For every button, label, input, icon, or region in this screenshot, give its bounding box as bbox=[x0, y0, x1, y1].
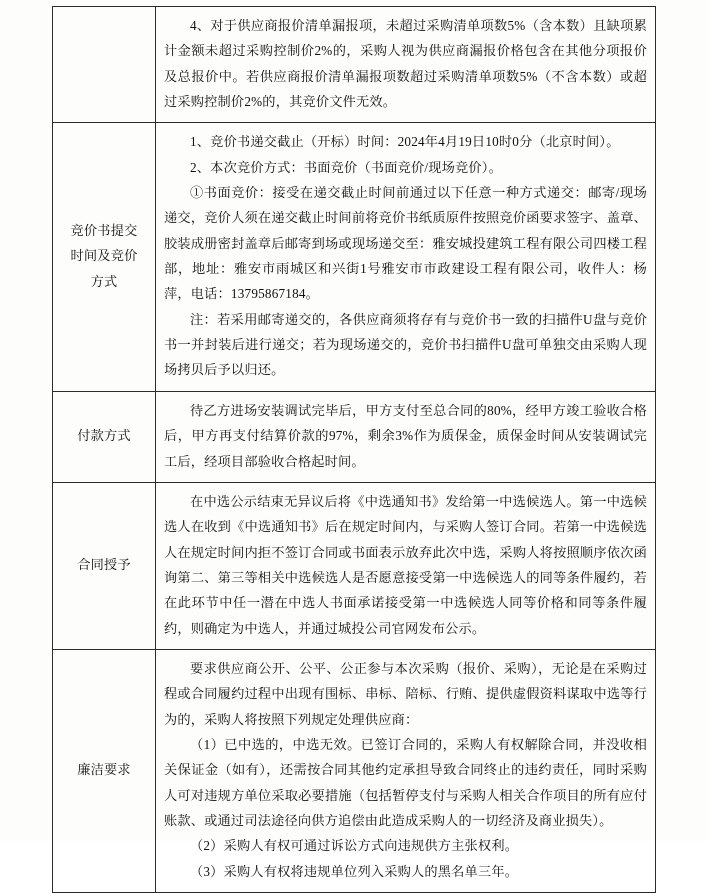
row-content-missing-items bbox=[156, 7, 656, 123]
row-label-submission bbox=[53, 123, 156, 391]
table-row bbox=[53, 649, 656, 892]
table-row bbox=[53, 7, 656, 123]
paragraph: （2）采购人有权可通过诉讼方式向违规供方主张权利。 bbox=[190, 838, 519, 854]
paragraph: （3）采购人有权将违规单位列入采购人的黑名单三年。 bbox=[190, 863, 519, 879]
row-label-integrity: 廉洁要求 bbox=[53, 649, 156, 892]
label-line: 竞价书提交 bbox=[70, 223, 138, 239]
row-label-empty bbox=[53, 7, 156, 123]
paragraph: 4、对于供应商报价清单漏报项，未超过采购清单项数5%（含本数）且缺项累计金额未超过采购控制价2%的，采购人视为供应商漏报价格包含在其他分项报价及总报价中。若供应商报价清单漏报项数超过采购清单项数5%（不含本数）或超过采购控制价2%的，其竞价文件无效。 bbox=[164, 18, 647, 110]
table-row bbox=[53, 482, 656, 649]
row-content-integrity bbox=[156, 649, 656, 892]
paragraph: 2、本次竞价方式：书面竞价（书面竞价/现场竞价）。 bbox=[190, 159, 502, 175]
paragraph: 待乙方进场安装调试完毕后，甲方支付至总合同的80%，经甲方竣工验收合格后，甲方再支付结算价款的97%，剩余3%作为质保金，质保金时间从安装调试完工后，经项目部验收合格起时间。 bbox=[164, 402, 647, 469]
paragraph: 注：若采用邮寄递交的，各供应商须将存有与竞价书一致的扫描件U盘与竞价书一并封装后进行递交；若为现场递交的，竞价书扫描件U盘可单独交由采购人现场拷贝后予以归还。 bbox=[164, 311, 647, 378]
paragraph: 在中选公示结束无异议后将《中选通知书》发给第一中选候选人。第一中选候选人在收到《中选通知书》后在规定时间内，与采购人签订合同。若第一中选候选人在规定时间内拒不签订合同或书面表示放弃此次中选，采购人将按照顺序依次函询第二、第三等相关中选候选人是否愿意接受第一中选候选人的同等条件履约，若在此环节中任一潜在中选人书面承诺接受第一中选候选人同等价格和同等条件履约，则确定为中选人，并通过城投公司官网发布公示。 bbox=[164, 493, 647, 636]
label-line: 方式 bbox=[90, 273, 118, 289]
table-row bbox=[53, 391, 656, 482]
contract-terms-table bbox=[52, 6, 656, 893]
row-label-payment: 付款方式 bbox=[53, 391, 156, 482]
row-label-contract-award: 合同授予 bbox=[53, 482, 156, 649]
table-row bbox=[53, 123, 656, 391]
row-content-payment bbox=[156, 391, 656, 482]
row-content-submission bbox=[156, 123, 656, 391]
row-content-contract-award bbox=[156, 482, 656, 649]
paragraph: ①书面竞价：接受在递交截止时间前通过以下任意一种方式递交：邮寄/现场递交，竞价人须在递交截止时间前将竞价书纸质原件按照竞价函要求签字、盖章、胶装成册密封盖章后邮寄到场或现场递交至：雅安城投建筑工程有限公司四楼工程部，地址：雅安市雨城区和兴街1号雅安市市政建设工程有限公司，收件人：杨萍，电话：13795867184。 bbox=[164, 185, 647, 302]
paragraph: 1、竞价书递交截止（开标）时间：2024年4月19日10时0分（北京时间）。 bbox=[190, 134, 620, 150]
paragraph: 要求供应商公开、公平、公正参与本次采购（报价、采购），无论是在采购过程或合同履约过程中出现有围标、串标、陪标、行贿、提供虚假资料谋取中选等行为的，采购人将按照下列规定处理供应商： bbox=[164, 660, 647, 727]
label-line: 时间及竞价 bbox=[70, 248, 138, 264]
paragraph: （1）已中选的，中选无效。已签订合同的，采购人有权解除合同，并没收相关保证金（如有），还需按合同其他约定承担导致合同终止的违约责任，同时采购人可对违规方单位采取必要措施（包括暂停支付与采购人相关合作项目的所有应付账款、或通过司法途径向供方追偿由此造成采购人的一切经济及商业损失）。 bbox=[164, 736, 647, 828]
